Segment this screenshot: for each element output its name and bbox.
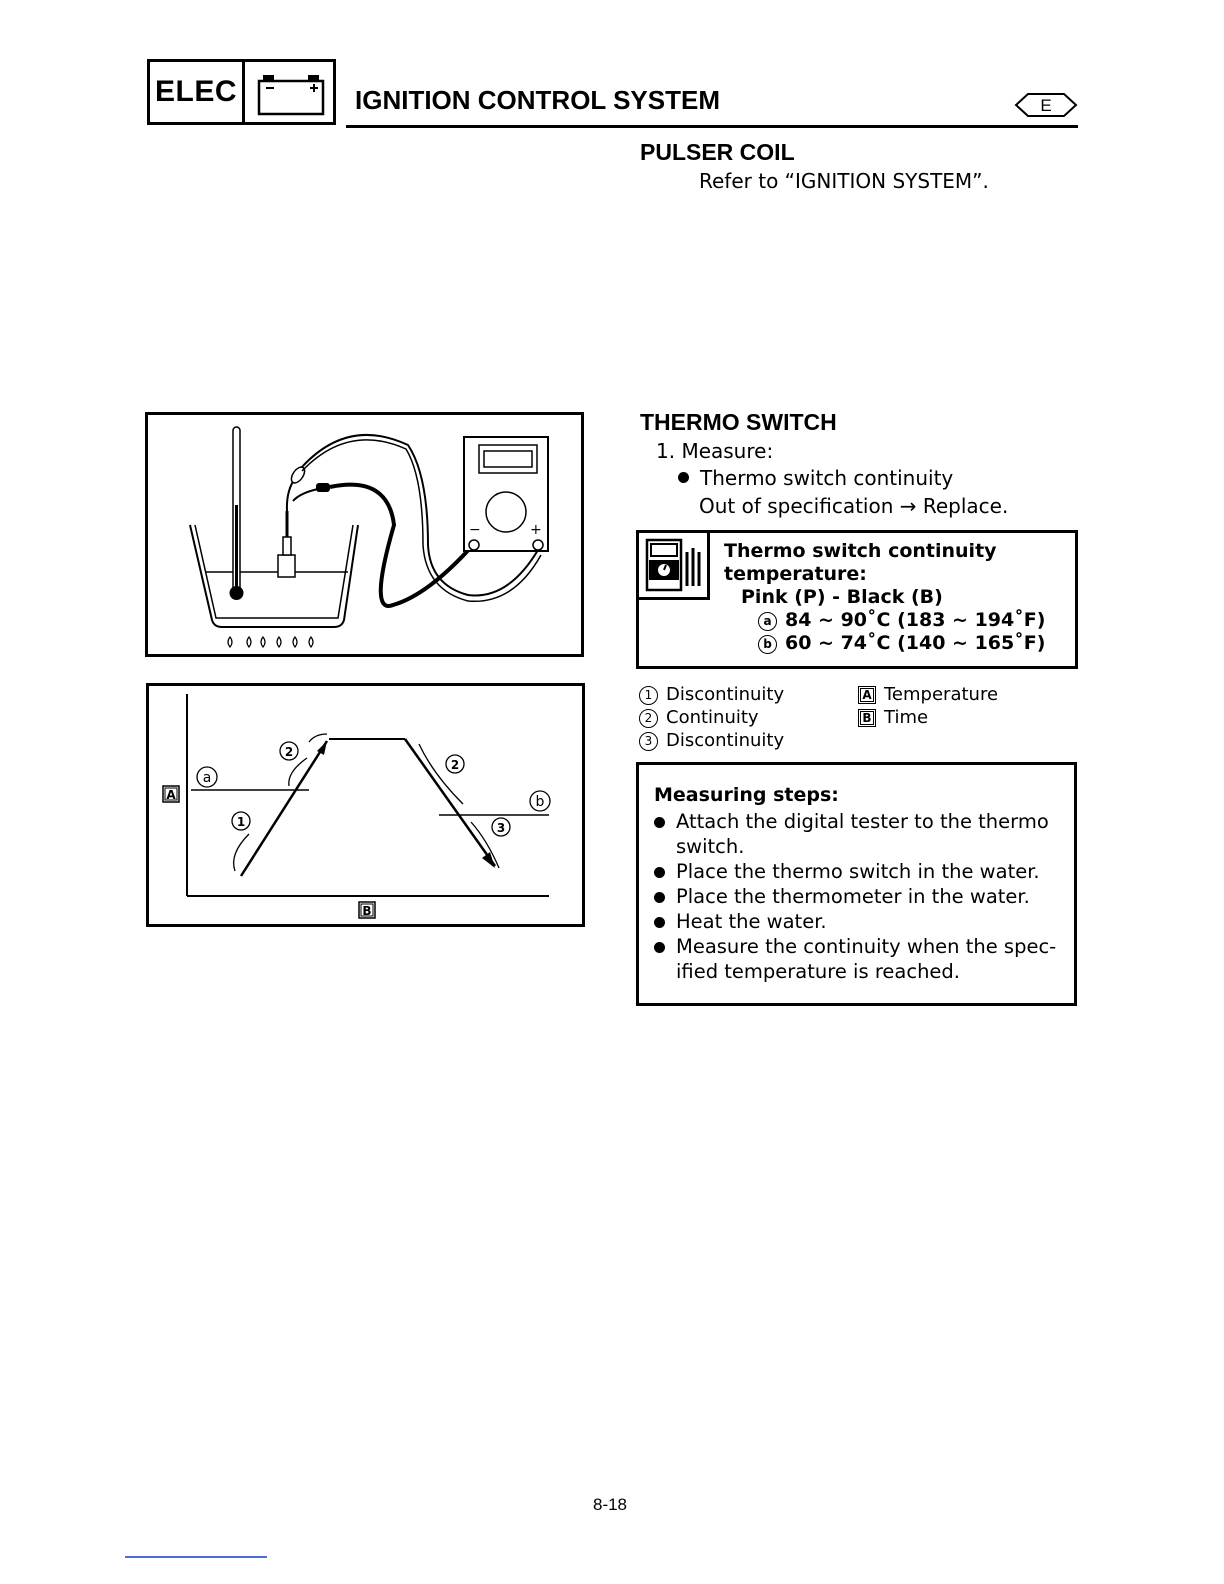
svg-text:3: 3 [496,821,506,835]
axis-time-label: B [362,904,372,918]
section-code: ELEC [150,62,245,122]
legend-marker: 3 [639,732,658,751]
replace-note: Out of specification → Replace. [699,494,1009,518]
graph-label-2-right [446,755,464,773]
thermo-switch [278,555,295,577]
graph-label-1 [232,812,250,830]
step-line: switch. [676,835,745,858]
axis-time-marker [359,902,375,918]
graph-label-a [197,767,217,787]
spec-range-a: 84 ~ 90˚C (183 ~ 194˚F) [785,609,1046,631]
legend-label: Time [884,707,929,728]
step-item: Heat the water. [654,909,1069,934]
measure-bullet [678,464,953,492]
svg-text:b: b [535,794,545,810]
page-title: IGNITION CONTROL SYSTEM [355,85,720,115]
language-badge [1014,92,1078,122]
pulser-coil-text: Refer to “IGNITION SYSTEM”. [699,169,989,193]
continuity-graph [149,686,582,924]
measure-step: 1. Measure: [656,439,774,463]
legend-marker: B [858,709,876,727]
step-item: Place the thermometer in the water. [654,884,1069,909]
legend-item-b [858,706,928,729]
multimeter-icon [645,538,701,598]
spec-line-3: Pink (P) - Black (B) [741,586,943,608]
legend-item-a [858,683,998,706]
spec-line-b [758,632,1045,655]
battery-icon [252,68,328,124]
legend-item-2 [639,706,759,729]
graph-label-3 [492,818,510,836]
footer-underline [125,1556,267,1558]
measuring-steps-list [654,809,1069,984]
axis-temperature-label: A [166,788,176,802]
graph-label-b [530,791,550,811]
header-divider [346,125,1078,128]
tester-minus-label: − [469,522,481,538]
step-item [654,809,1069,859]
language-badge-text: E [1040,96,1052,115]
spec-line-a [758,609,1045,632]
legend-marker: 2 [639,709,658,728]
bullet-icon [678,472,689,483]
step-line: Attach the digital tester to the thermo [676,810,1049,833]
continuity-graph-figure [146,683,585,927]
legend-label: Discontinuity [666,730,785,751]
measuring-steps-title: Measuring steps: [654,784,839,806]
test-setup-illustration [148,415,581,654]
marker-b: b [758,635,777,654]
thermo-switch-title: THERMO SWITCH [640,409,837,435]
legend-marker: 1 [639,686,658,705]
step-item: Place the thermo switch in the water. [654,859,1069,884]
spec-line-1: Thermo switch continuity [724,540,997,562]
step-line: ified temperature is reached. [676,960,961,983]
tester-plus-label: + [530,522,542,538]
marker-a: a [758,612,777,631]
legend-label: Temperature [884,684,999,705]
svg-text:2: 2 [450,758,460,772]
measure-bullet-text: Thermo switch continuity [700,466,954,490]
step-item [654,934,1069,984]
heat-flame-icons [228,637,313,647]
axis-temperature-marker [163,786,179,802]
svg-text:1: 1 [236,815,246,829]
svg-text:2: 2 [284,745,294,759]
spec-range-b: 60 ~ 74˚C (140 ~ 165˚F) [785,632,1046,654]
test-setup-figure [145,412,584,657]
legend-item-1 [639,683,784,706]
legend-label: Continuity [666,707,759,728]
pulser-coil-title: PULSER COIL [640,139,795,165]
step-line: Measure the continuity when the spec- [676,935,1057,958]
page-number: 8-18 [592,1495,628,1514]
svg-text:a: a [202,770,212,786]
legend-item-3 [639,729,784,752]
graph-label-2-left [280,742,298,760]
legend-marker: A [858,686,876,704]
legend-label: Discontinuity [666,684,785,705]
spec-line-2: temperature: [724,563,867,585]
